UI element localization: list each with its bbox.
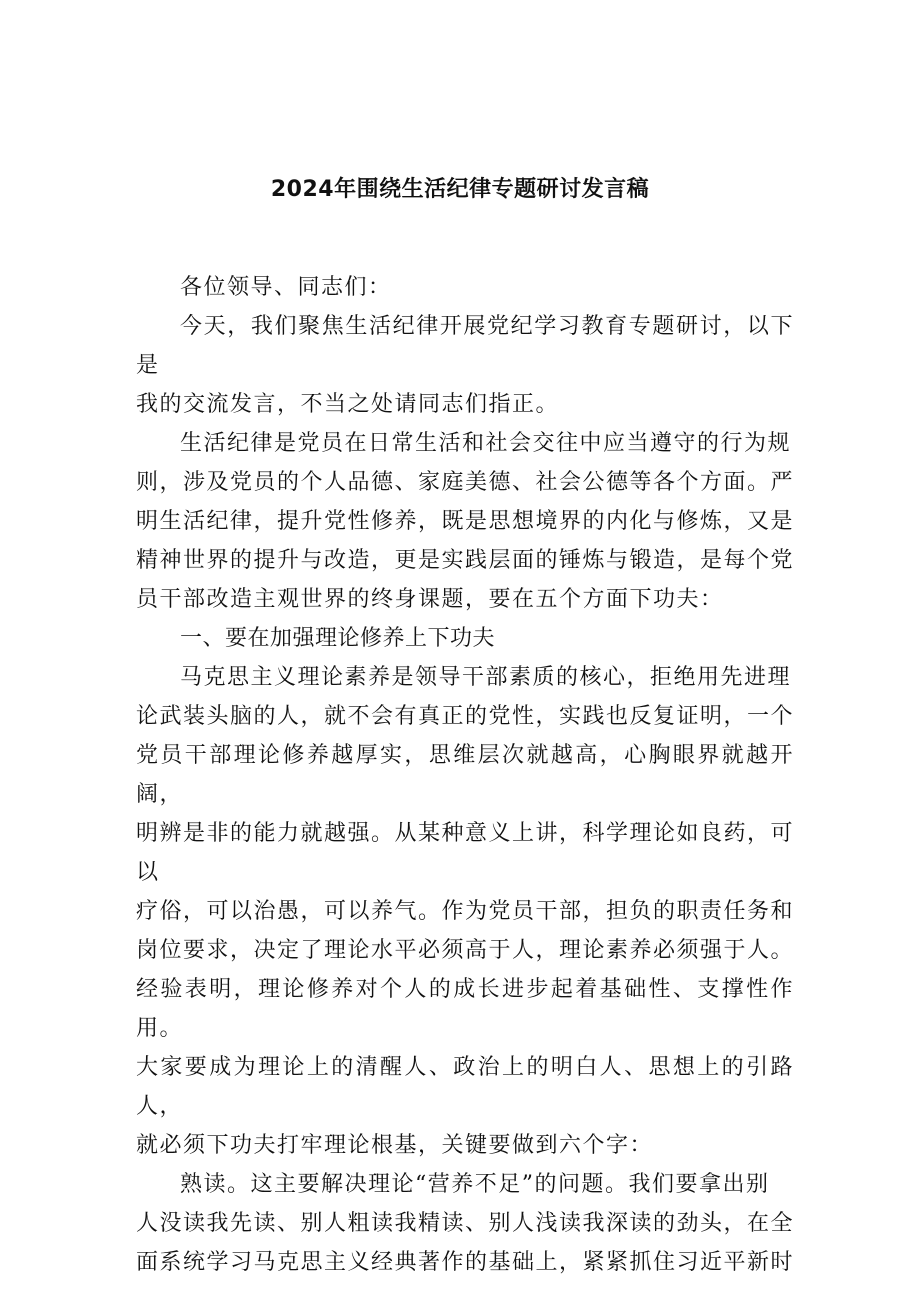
paragraph-overview: 生活纪律是党员在日常生活和社会交往中应当遵守的行为规 则，涉及党员的个人品德、家庭美德、社会公德等各个方面。严 明生活纪律，提升党性修养，既是思想境界的内化与修炼，又是 精神世界的提升与改造，更是实践层面的锤炼与锻造，是每个党 员干部改造主观世界的终身课题，要在五个方面下功夫： xyxy=(136,431,795,612)
section-heading: 一、要在加强理论修养上下功夫 xyxy=(180,626,496,651)
paragraph-theory: 马克思主义理论素养是领导干部素质的核心，拒绝用先进理 论武装头脑的人，就不会有真正的党性，实践也反复证明，一个 党员干部理论修养越厚实，思维层次就越高，心胸眼界就越开阔， 明辨是非的能力就越强。从某种意义上讲，科学理论如良药，可以 疗俗，可以治愚，可以养气。作为党员干部，担负的职责任务和 岗位要求，决定了理论水平必须高于人，理论素养必须强于人。 经验表明，理论修养对个人的成长进步起着基础性、支撑性作用。 大家要成为理论上的清醒人、政治上的明白人、思想上的引路人， 就必须下功夫打牢理论根基，关键要做到六个字： xyxy=(136,665,795,1158)
paragraph-intro: 今天，我们聚焦生活纪律开展党纪学习教育专题研讨，以下是 我的交流发言，不当之处请同志们指正。 xyxy=(136,314,794,417)
greeting: 各位领导、同志们： xyxy=(180,275,392,300)
paragraph-read: 熟读。这主要解决理论“营养不足”的问题。我们要拿出别 人没读我先读、别人粗读我精读、别人浅读我深读的劲头，在全 面系统学习马克思主义经典著作的基础上，紧紧抓住习近平新时 xyxy=(136,1172,795,1275)
document-title: 2024年围绕生活纪律专题研讨发言稿 xyxy=(270,177,650,202)
document-body xyxy=(136,268,794,1282)
